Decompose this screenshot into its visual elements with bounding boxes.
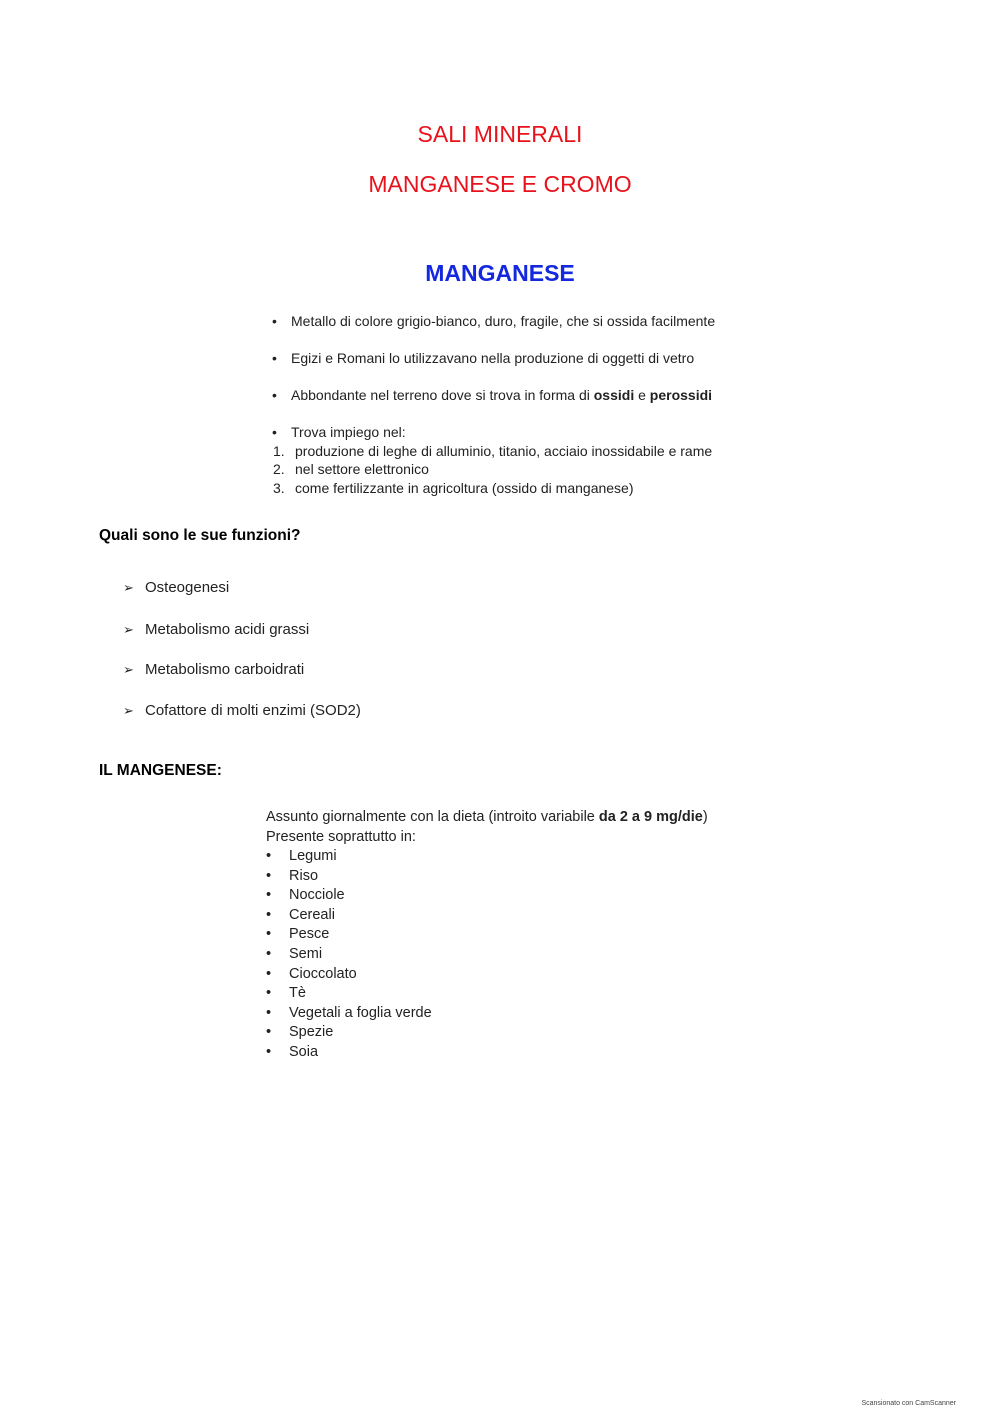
bullet-icon: • — [272, 350, 277, 366]
bullet-icon: • — [266, 985, 272, 1002]
diet-intro: Assunto giornalmente con la dieta (introito variabile da 2 a 9 mg/die) — [266, 809, 708, 825]
bullet-icon: • — [272, 313, 277, 329]
bullet-icon: • — [266, 867, 272, 884]
arrow-icon: ➢ — [123, 662, 134, 677]
bullet-icon: • — [266, 848, 272, 864]
list-item: ➢ Metabolismo carboidrati — [123, 661, 305, 678]
scanner-footer: Scansionato con CamScanner — [861, 1400, 956, 1407]
bullet-icon: • — [266, 945, 272, 962]
list-item: ➢ Metabolismo acidi grassi — [123, 621, 310, 638]
bullet-icon: • — [266, 1024, 272, 1041]
bullet-icon: • — [266, 926, 272, 943]
bullet-icon: • — [272, 424, 277, 440]
bullet-icon: • — [266, 906, 272, 923]
diet-sources-intro: Presente soprattutto in: — [266, 829, 416, 845]
bullet-icon: • — [272, 387, 277, 403]
list-item: • Semi — [266, 945, 432, 965]
page-title: SALI MINERALI — [417, 121, 583, 147]
list-item: • Vegetali a foglia verde — [266, 1004, 432, 1024]
arrow-icon: ➢ — [123, 580, 134, 595]
diet-heading: IL MANGENESE: — [99, 762, 222, 779]
functions-question: Quali sono le sue funzioni? — [99, 527, 301, 544]
bullet-icon: • — [266, 887, 272, 904]
list-item: ➢ Osteogenesi — [123, 579, 230, 596]
section-title: MANGANESE — [425, 260, 575, 286]
bullet-icon: • — [266, 1043, 272, 1060]
list-item: • Tè — [266, 984, 432, 1004]
page-subtitle: MANGANESE E CROMO — [368, 171, 632, 197]
list-item: • Cereali — [266, 906, 432, 926]
list-item: • Legumi — [266, 847, 432, 867]
list-item: • Nocciole — [266, 886, 432, 906]
list-item: ➢ Cofattore di molti enzimi (SOD2) — [123, 702, 361, 719]
bullet-icon: • — [266, 1004, 272, 1021]
arrow-icon: ➢ — [123, 703, 134, 718]
list-item: • Cioccolato — [266, 965, 432, 985]
bullet-icon: • — [266, 965, 272, 982]
arrow-icon: ➢ — [123, 622, 134, 637]
list-item: • Pesce — [266, 925, 432, 945]
list-item: • Soia — [266, 1043, 432, 1063]
list-item: • Spezie — [266, 1023, 432, 1043]
list-item: • Riso — [266, 867, 432, 887]
food-list — [266, 847, 432, 1063]
